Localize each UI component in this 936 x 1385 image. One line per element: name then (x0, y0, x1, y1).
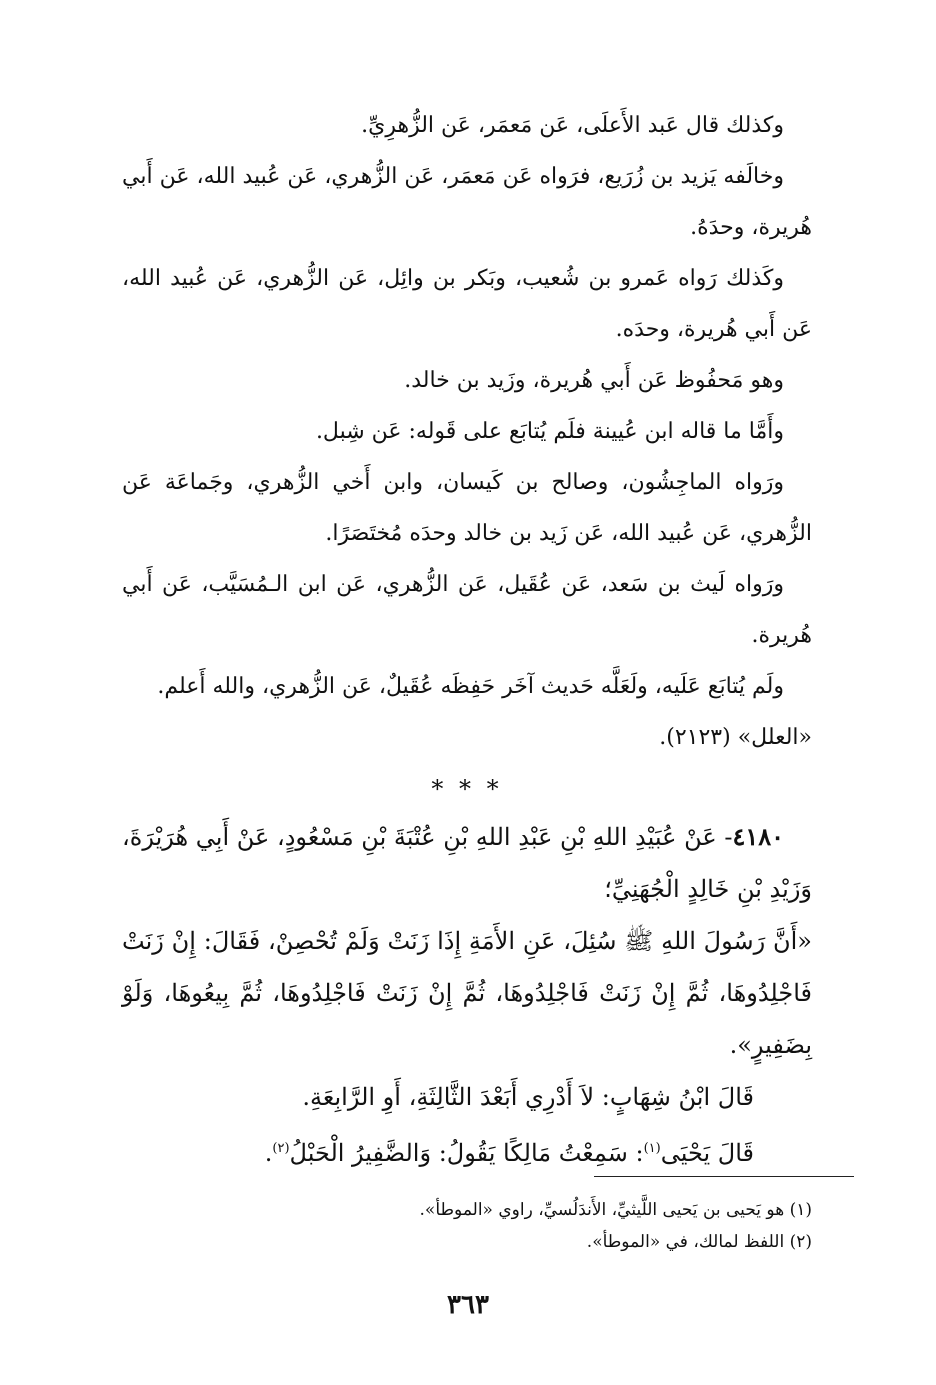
citation: «العلل» (٢١٢٣). (659, 725, 812, 750)
footnote-divider (594, 1176, 854, 1177)
paragraph: وكَذلك رَواه عَمرو بن شُعيب، وبَكر بن وائِل، عَن الزُّهري، عَن عُبيد الله، عَن أَبي هُريرة، وحدَه. (122, 266, 812, 342)
paragraph: وأَمَّا ما قاله ابن عُيينة فلَم يُتابَع على قَوله: عَن شِبل. (315, 419, 784, 444)
yahya-text-b: : سَمِعْتُ مَالِكًا يَقُولُ: وَالضَّفِيرُ الْحَبْلُ (289, 1139, 644, 1167)
paragraph: ورَواه لَيث بن سَعد، عَن عُقَيل، عَن الزُّهري، عَن ابن الـمُسَيَّب، عَن أَبي هُريرة. (122, 572, 812, 648)
paragraph: وكذلك قال عَبد الأَعلَى، عَن مَعمَر، عَن الزُّهرِيِّ. (361, 113, 784, 138)
footnote-2: (٢) اللفظ لمالك، في «الموطأ». (586, 1232, 812, 1252)
paragraph: ورَواه الماجِشُون، وصالح بن كَيسان، وابن أَخي الزُّهري، وجَماعَة عَن الزُّهري، عَن عُبيد الله، عَن زَيد بن خالد وحدَه مُختَصَرًا. (122, 470, 812, 546)
hadith-number: ٤١٨٠ (732, 822, 784, 851)
yahya-text-a: قَالَ يَحْيَى (660, 1139, 754, 1167)
hadith-isnad (122, 811, 812, 915)
isnad-text: عَنْ عُبَيْدِ اللهِ بْنِ عَبْدِ اللهِ بْنِ عُتْبَةَ بْنِ مَسْعُودٍ، عَنْ أَبِي هُرَيْرَةَ، وَزَيْدِ بْنِ خَالِدٍ الْجُهَنِيِّ؛ (122, 823, 812, 903)
footnote-ref-1: (١) (643, 1141, 661, 1156)
section-separator: * * * (431, 775, 503, 803)
hadith-dash: - (724, 823, 733, 851)
paragraph: ولَم يُتابَع عَلَيه، ولَعَلَّه حَديث آخَر حَفِظَه عُقَيلٌ، عَن الزُّهري، والله أَعلم. (157, 674, 784, 699)
main-text (122, 100, 812, 1179)
yahya-statement (122, 1123, 812, 1179)
page-number: ٣٦٣ (447, 1290, 489, 1320)
paragraph: وخالَفه يَزيد بن زُرَيع، فرَواه عَن مَعمَر، عَن الزُّهري، عَن عُبيد الله، عَن أَبي هُريرة، وحدَهُ. (122, 164, 812, 240)
hadith-matn: «أَنَّ رَسُولَ اللهِ ﷺ سُئِلَ، عَنِ الأَمَةِ إِذَا زَنَتْ وَلَمْ تُحْصِنْ، فَقَالَ: إِنْ زَنَتْ فَاجْلِدُوهَا، ثُمَّ إِنْ زَنَتْ فَاجْلِدُوهَا، ثُمَّ إِنْ زَنَتْ فَاجْلِدُوهَا، ثُمَّ بِيعُوهَا، وَلَوْ بِضَفِيرٍ». (122, 927, 812, 1059)
yahya-text-c: . (264, 1139, 273, 1167)
footnote-1: (١) هو يَحيى بن يَحيى اللَّيثيِّ، الأَندَلُسيِّ، راوي «الموطأ». (419, 1200, 812, 1220)
footnote-ref-2: (٢) (272, 1141, 290, 1156)
footnotes (122, 1194, 812, 1258)
ibn-shihab-statement: قَالَ ابْنُ شِهَابٍ: لاَ أَدْرِي أَبَعْدَ الثَّالِثَةِ، أَوِ الرَّابِعَةِ. (302, 1083, 754, 1111)
paragraph: وهو مَحفُوظ عَن أَبي هُريرة، وزَيد بن خالد. (404, 368, 784, 393)
